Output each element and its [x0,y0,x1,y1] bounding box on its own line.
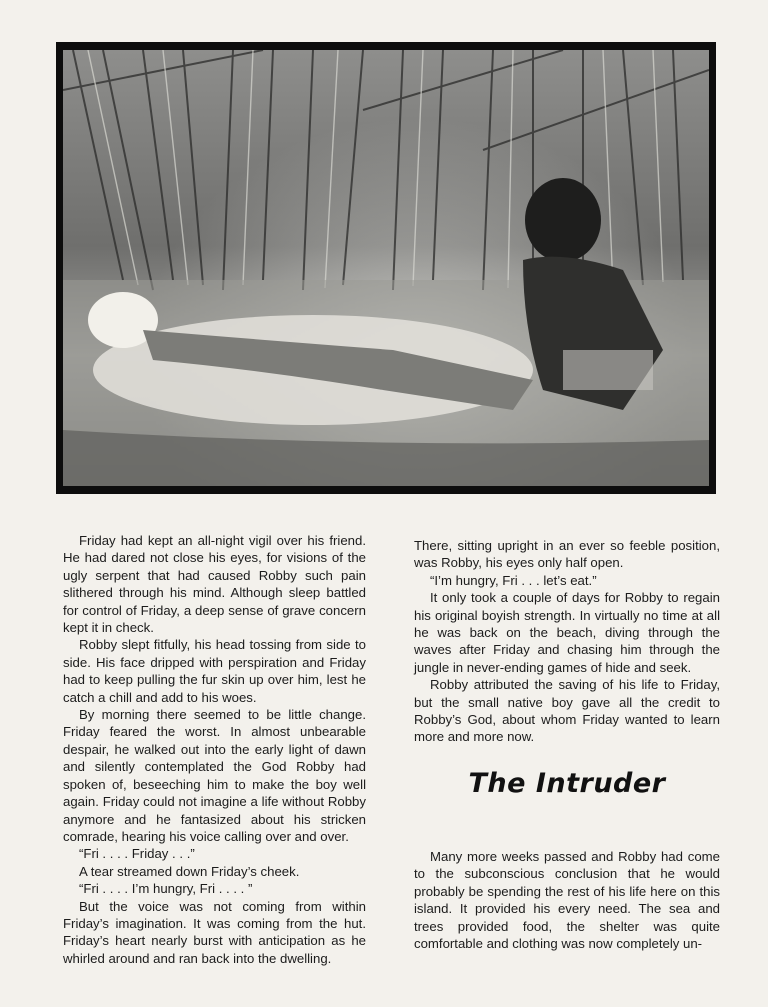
section-body-column [414,848,720,952]
left-text-column [63,532,366,967]
paragraph: It only took a couple of days for Robby to regain his original boyish strength. In virtually no time at all he was back on the beach, diving through the waves after Friday and chasing him through the jungle in never-ending games of hide and seek. [414,590,720,675]
paragraph: There, sitting upright in an ever so feeble position, was Robby, his eyes only half open. [414,538,720,571]
story-photo-frame [56,42,716,494]
paragraph: But the voice was not coming from within Friday’s imagination. It was coming from the hut. Friday’s heart nearly burst with anticipation as he whirled around and ran back into the dwelling. [63,898,366,966]
paragraph: Robby attributed the saving of his life to Friday, but the small native boy gave all the credit to Robby’s God, about whom Friday wanted to learn more and more now. [414,677,720,745]
paragraph: Friday had kept an all-night vigil over his friend. He had dared not close his eyes, for visions of the ugly serpent that had caused Robby such pain slithered through his mind. Although sleep battled for control of Friday, a deep sense of grave concern kept it in check. [63,533,366,636]
paragraph: “Fri . . . . Friday . . .” [79,846,195,862]
paragraph: Robby slept fitfully, his head tossing from side to side. His face dripped with perspiration and Friday had to keep pulling the fur skin up over him, lest he catch a chill and add to his woes. [63,637,366,705]
paragraph: “I’m hungry, Fri . . . let’s eat.” [430,572,597,588]
paragraph: A tear streamed down Friday’s cheek. [79,863,300,879]
section-heading: The Intruder [468,768,666,799]
story-photo [63,50,709,486]
photo-illustration [63,50,709,486]
paragraph: Many more weeks passed and Robby had come to the subconscious conclusion that he would probably be spending the rest of his life here on this island. It provided his every need. The sea and trees provided food, the shelter was quite comfortable and clothing was now completely un- [414,849,720,952]
right-text-column [414,537,720,746]
paragraph: “Fri . . . . I’m hungry, Fri . . . . ” [79,881,253,897]
paragraph: By morning there seemed to be little change. Friday feared the worst. In almost unbearable despair, he walked out into the early light of dawn and silently contemplated the God Robby had spoken of, beseeching him to make the boy well again. Friday could not imagine a life without Robby anymore and he fantasized about his stricken comrade, hearing his voice calling over and over. [63,707,366,844]
